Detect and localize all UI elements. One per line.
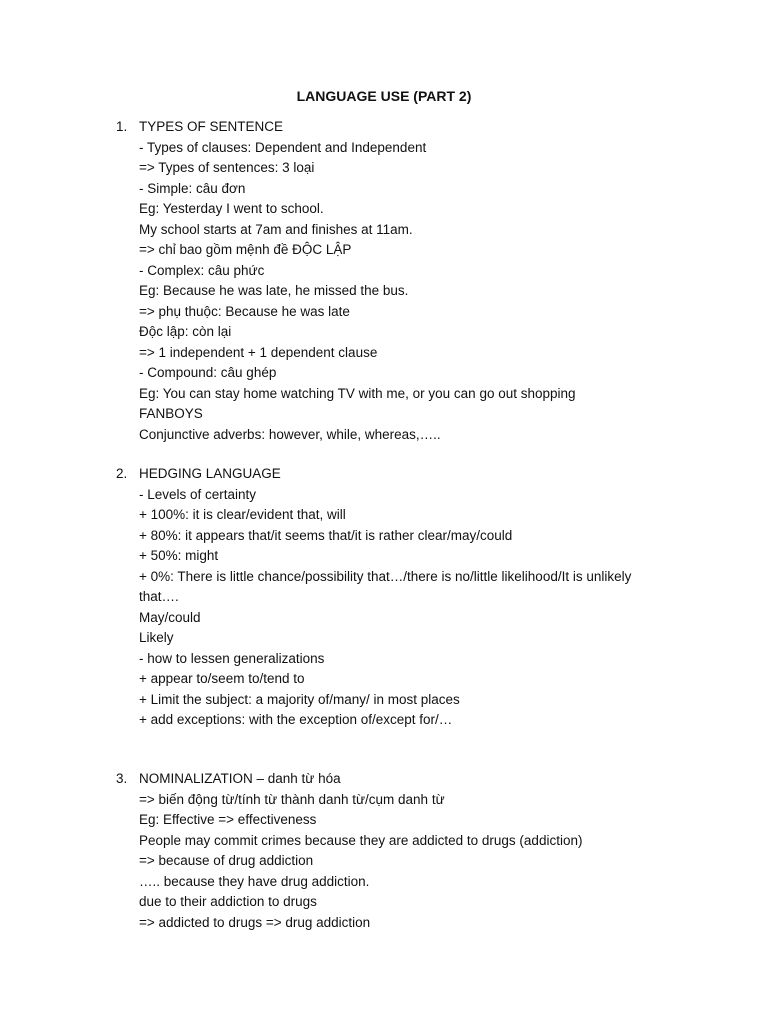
section-heading: HEDGING LANGUAGE — [139, 466, 281, 481]
text-line: - how to lessen generalizations — [139, 650, 325, 666]
page-title: LANGUAGE USE (PART 2) — [296, 88, 472, 104]
text-line: + 80%: it appears that/it seems that/it is rather clear/may/could — [139, 527, 513, 543]
text-line: + 0%: There is little chance/possibility that…/there is no/little likelihood/It is unlikely — [139, 568, 632, 584]
text-line: Độc lập: còn lại — [139, 324, 232, 339]
text-line: My school starts at 7am and finishes at 11am. — [139, 221, 413, 237]
text-line: that…. — [139, 589, 179, 604]
section-lines — [139, 769, 679, 933]
text-line: + appear to/seem to/tend to — [139, 671, 305, 686]
text-line: Eg: Yesterday I went to school. — [139, 201, 324, 216]
text-line: + 50%: might — [139, 548, 219, 563]
text-line: due to their addiction to drugs — [139, 894, 317, 909]
text-line: + 100%: it is clear/evident that, will — [139, 507, 346, 522]
text-line: FANBOYS — [139, 406, 203, 421]
text-line: - Levels of certainty — [139, 486, 257, 502]
section-lines — [139, 117, 679, 445]
section-number: 2. — [116, 466, 128, 481]
text-line: - Types of clauses: Dependent and Independent — [139, 139, 427, 155]
text-line: => biến động từ/tính từ thành danh từ/cụm danh từ — [139, 791, 445, 807]
text-line: Conjunctive adverbs: however, while, whereas,….. — [139, 426, 441, 442]
text-line: People may commit crimes because they are addicted to drugs (addiction) — [139, 832, 583, 848]
text-line: => because of drug addiction — [139, 853, 314, 868]
section-lines — [139, 464, 679, 731]
text-line: Eg: You can stay home watching TV with me, or you can go out shopping — [139, 385, 576, 401]
text-line: => chỉ bao gồm mệnh đề ĐỘC LẬP — [139, 242, 352, 257]
text-line: - Compound: câu ghép — [139, 365, 277, 380]
text-line: Eg: Effective => effectiveness — [139, 812, 317, 827]
text-line: => Types of sentences: 3 loại — [139, 160, 315, 175]
text-line: Likely — [139, 630, 174, 645]
text-line: ….. because they have drug addiction. — [139, 873, 370, 889]
text-line: May/could — [139, 609, 201, 625]
section-number: 3. — [116, 771, 128, 786]
text-line: - Simple: câu đơn — [139, 180, 246, 196]
text-line: + Limit the subject: a majority of/many/ in most places — [139, 691, 460, 707]
text-line: => phụ thuộc: Because he was late — [139, 303, 350, 319]
text-line: => 1 independent + 1 dependent clause — [139, 344, 378, 360]
section-number: 1. — [116, 119, 128, 134]
text-line: => addicted to drugs => drug addiction — [139, 914, 371, 930]
text-line: Eg: Because he was late, he missed the bus. — [139, 283, 409, 298]
text-line: - Complex: câu phức — [139, 262, 265, 278]
text-line: + add exceptions: with the exception of/except for/… — [139, 712, 453, 727]
section-heading: NOMINALIZATION – danh từ hóa — [139, 771, 341, 786]
section-heading: TYPES OF SENTENCE — [139, 119, 284, 134]
